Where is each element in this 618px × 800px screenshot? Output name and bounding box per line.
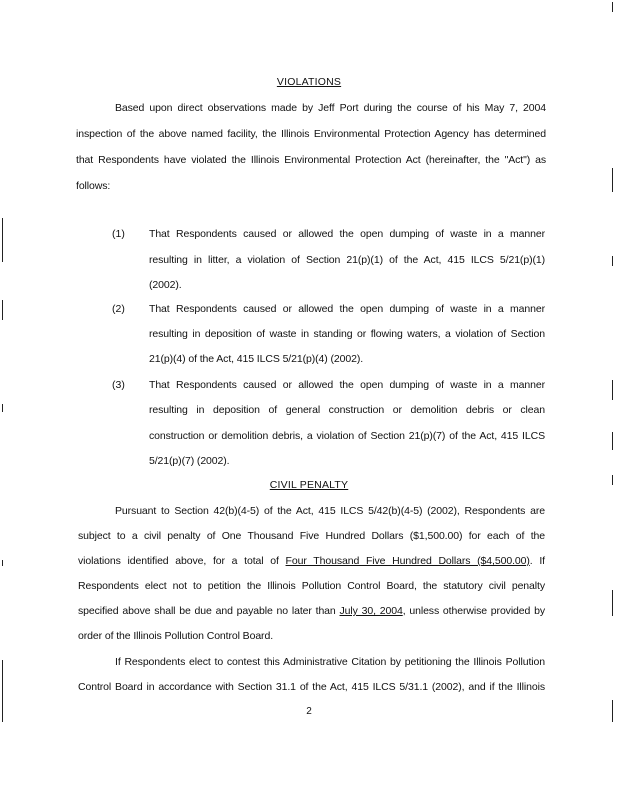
penalty-line: Respondents elect not to petition the Illinois Pollution Control Board, the statutory civil penalty xyxy=(78,580,545,592)
intro-line: Based upon direct observations made by Jeff Port during the course of his May 7, 2004 xyxy=(115,102,546,114)
penalty-total: Four Thousand Five Hundred Dollars ($4,500.00) xyxy=(285,555,530,567)
violation-line: 5/21(p)(7) (2002). xyxy=(149,455,230,467)
violation-line: That Respondents caused or allowed the open dumping of waste in a manner xyxy=(149,228,545,240)
scan-mark xyxy=(2,300,3,320)
penalty-text: violations identified above, for a total of xyxy=(78,555,286,567)
violation-line: (2002). xyxy=(149,279,182,291)
scan-mark xyxy=(612,590,613,616)
scan-mark xyxy=(2,560,3,566)
penalty-text: , unless otherwise provided by xyxy=(402,605,546,617)
violations-heading: VIOLATIONS xyxy=(276,76,342,88)
scan-mark xyxy=(612,2,613,12)
penalty-line xyxy=(78,605,545,617)
penalty-line xyxy=(78,555,545,567)
violation-line: resulting in deposition of general construction or demolition debris or clean xyxy=(149,404,545,416)
payment-due-date: July 30, 2004 xyxy=(339,605,403,617)
scan-mark xyxy=(612,380,613,400)
intro-line: inspection of the above named facility, the Illinois Environmental Protection Agency has determined xyxy=(76,128,546,140)
violation-line: resulting in deposition of waste in standing or flowing waters, a violation of Section xyxy=(149,328,545,340)
violation-number: (1) xyxy=(112,228,125,240)
scan-mark xyxy=(612,256,613,266)
scan-mark xyxy=(612,432,613,450)
intro-line: that Respondents have violated the Illinois Environmental Protection Act (hereinafter, the "Act") as xyxy=(76,154,546,166)
penalty-text: . If xyxy=(529,555,545,567)
violation-line: 21(p)(4) of the Act, 415 ILCS 5/21(p)(4) (2002). xyxy=(149,353,364,365)
scan-mark xyxy=(612,168,613,192)
violation-line: That Respondents caused or allowed the open dumping of waste in a manner xyxy=(149,303,545,315)
scan-mark xyxy=(2,404,3,412)
violation-line: resulting in litter, a violation of Section 21(p)(1) of the Act, 415 ILCS 5/21(p)(1) xyxy=(149,254,545,266)
violation-number: (3) xyxy=(112,379,125,391)
contest-line: If Respondents elect to contest this Administrative Citation by petitioning the Illinois Pollution xyxy=(115,656,545,668)
page-number: 2 xyxy=(306,706,312,717)
scan-mark xyxy=(2,218,3,262)
contest-line: Control Board in accordance with Section 31.1 of the Act, 415 ILCS 5/31.1 (2002), and if the Illinois xyxy=(78,681,545,693)
violation-line: construction or demolition debris, a violation of Section 21(p)(7) of the Act, 415 ILCS xyxy=(149,430,545,442)
penalty-line: subject to a civil penalty of One Thousand Five Hundred Dollars ($1,500.00) for each of the xyxy=(78,530,545,542)
violation-number: (2) xyxy=(112,303,125,315)
intro-line: follows: xyxy=(76,180,111,192)
penalty-line: order of the Illinois Pollution Control Board. xyxy=(78,630,274,642)
violation-line: That Respondents caused or allowed the open dumping of waste in a manner xyxy=(149,379,545,391)
civil-penalty-heading: CIVIL PENALTY xyxy=(269,479,349,491)
penalty-line: Pursuant to Section 42(b)(4-5) of the Act, 415 ILCS 5/42(b)(4-5) (2002), Respondents are xyxy=(115,505,545,517)
penalty-text: specified above shall be due and payable no later than xyxy=(78,605,340,617)
